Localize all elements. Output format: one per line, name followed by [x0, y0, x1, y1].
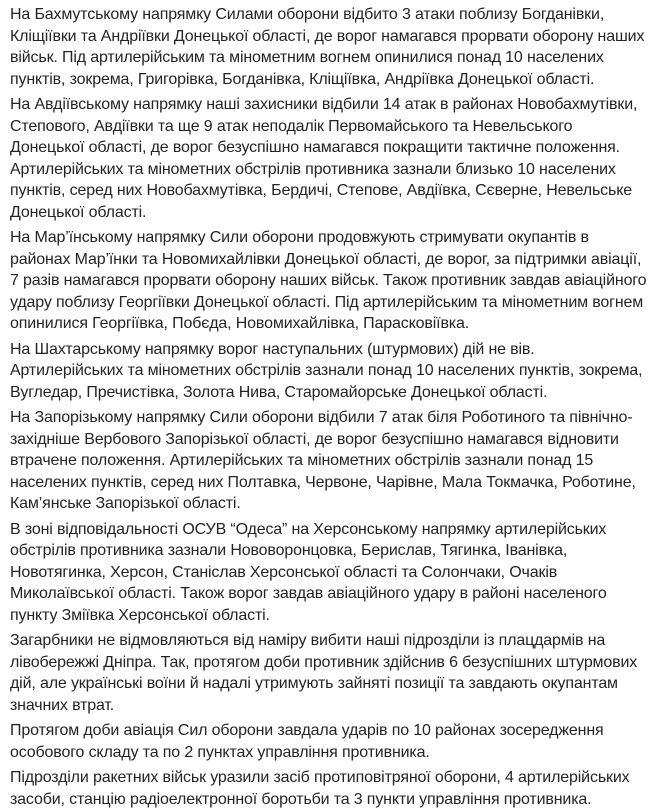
paragraph-kherson-direction: В зоні відповідальності ОСУВ “Одеса” на Херсонському напрямку артилерійських обстрілів противника зазнали Нововоронцовка, Берислав, Тягинка, Іванівка, Новотягинка, Херсон, Станіслав Херсонської області та Солончаки, Очаків Миколаївської області. Також ворог завдав авіаційного удару в районі населеного пункту Зміївка Херсонської області.	[10, 520, 607, 624]
paragraph-avdiivka-direction: На Авдіївському напрямку наші захисники відбили 14 атак в районах Новобахмутівки, Степового, Авдіївки та ще 9 атак неподалік Первомайського та Невельського Донецької області, де ворог безуспішно намагався покращити тактичне положення. Артилерійських та мінометних обстрілів противника зазнали близько 10 населених пунктів, серед них Новобахмутівка, Бердичі, Степове, Авдіївка, Сєверне, Невельське Донецької області.	[10, 96, 638, 221]
paragraph-marinka-direction: На Мар’їнському напрямку Сили оборони продовжують стримувати окупантів в районах Мар’їнки та Новомихайлівки Донецької області, де ворог, за підтримки авіації, 7 разів намагався прорвати оборону наших військ. Також противник завдав авіаційного удару поблизу Георгіївки Донецької області. Під артилерійським та мінометним вогнем опинилися Георгіївка, Побєда, Новомихайлівка, Парасковіївка.	[10, 229, 647, 332]
paragraph-zaporizhzhia-direction: На Запорізькому напрямку Сили оборони відбили 7 атак біля Роботиного та північно-західніше Вербового Запорізької області, де ворог безуспішно намагався відновити втрачене положення. Артилерійських та мінометних обстрілів зазнали понад 15 населених пунктів, серед них Полтавка, Червоне, Чарівне, Мала Токмачка, Роботине, Кам’янське Запорізької області.	[10, 409, 636, 512]
paragraph-shakhtarsk-direction: На Шахтарському напрямку ворог наступальних (штурмових) дій не вів. Артилерійських та мінометних обстрілів зазнали понад 10 населених пунктів, зокрема, Вугледар, Пречистівка, Золота Нива, Старомайорське Донецької області.	[10, 340, 643, 401]
paragraph-aviation-strikes: Протягом доби авіація Сил оборони завдала ударів по 10 районах зосередження особового складу та по 2 пунктах управління противника.	[10, 722, 604, 761]
paragraph-bakhmut-direction: На Бахмутському напрямку Силами оборони відбито 3 атаки поблизу Богданівки, Кліщіївки та Андріївки Донецької області, де ворог намагався прорвати оборону наших військ. Під артилерійським та мінометним вогнем опинилися понад 10 населених пунктів, зокрема, Григорівка, Богданівка, Кліщіївка, Андріївка Донецької області.	[10, 6, 645, 88]
paragraph-missile-forces-strikes: Підрозділи ракетних військ уразили засіб протиповітряної оборони, 4 артилерійських засоби, станцію радіоелектронної боротьби та 3 пункти управління противника.	[10, 769, 630, 808]
paragraph-dnipro-bridgeheads: Загарбники не відмовляються від наміру вибити наші підрозділи із плацдармів на лівобережжі Дніпра. Так, протягом доби противник здійснив 6 безуспішних штурмових дій, але українські воїни й надалі утримують зайняті позиції та завдають окупантам значних втрат.	[10, 632, 638, 714]
